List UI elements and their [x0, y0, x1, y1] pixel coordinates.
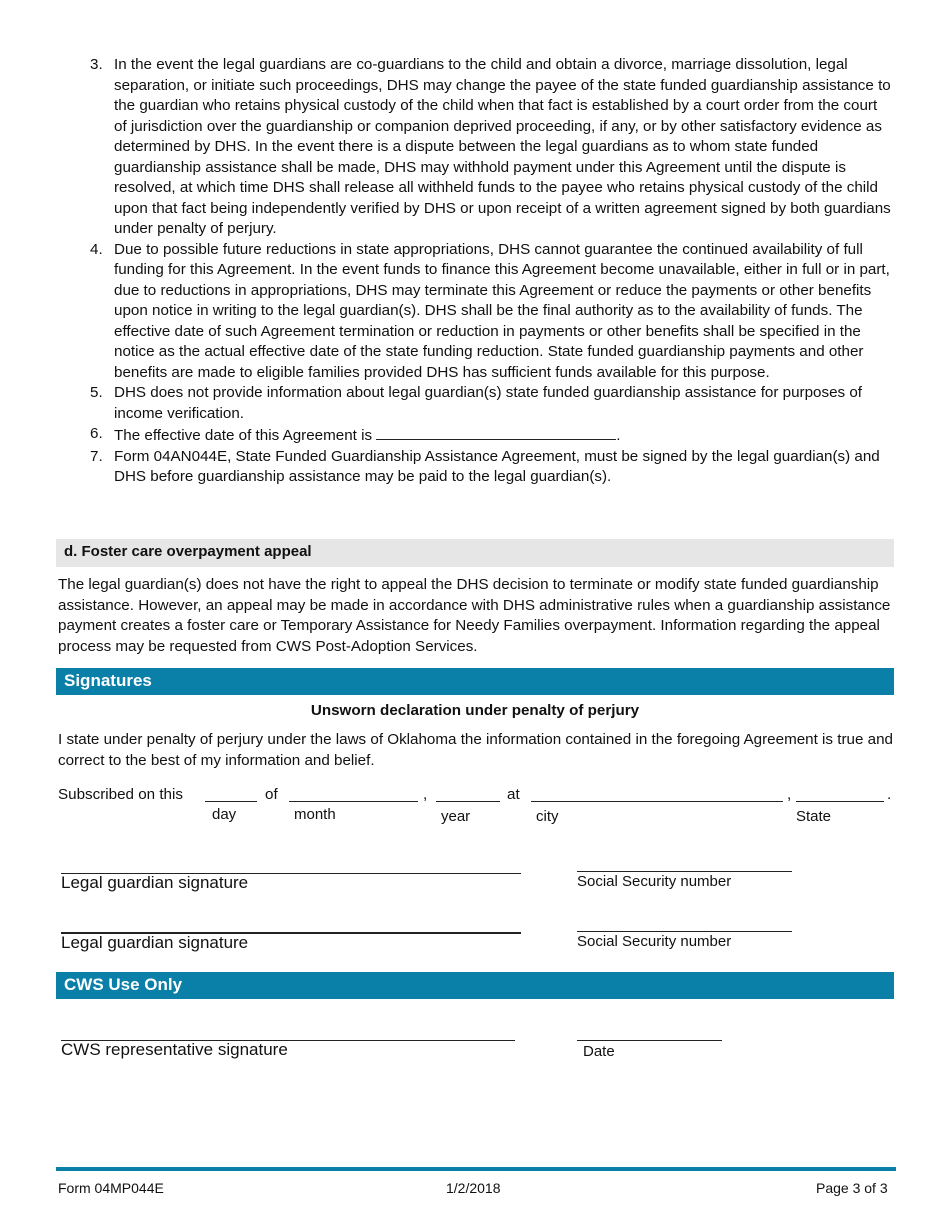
period: .	[887, 786, 892, 803]
city-label: city	[536, 808, 559, 825]
guardian-signature-label-2: Legal guardian signature	[61, 933, 249, 952]
comma: ,	[423, 786, 428, 803]
section-d-title: d. Foster care overpayment appeal	[64, 543, 312, 560]
ssn-label-1: Social Security number	[577, 873, 732, 890]
footer-divider	[56, 1167, 896, 1171]
section-d-header	[56, 539, 894, 567]
footer-form-number: Form 04MP044E	[58, 1180, 164, 1196]
cws-use-only-header: CWS Use Only	[56, 972, 894, 999]
footer-date: 1/2/2018	[446, 1180, 501, 1196]
year-field[interactable]	[436, 801, 500, 802]
month-field[interactable]	[289, 801, 418, 802]
city-field[interactable]	[531, 801, 783, 802]
ssn-label-2: Social Security number	[577, 933, 732, 950]
state-field[interactable]	[796, 801, 884, 802]
footer-page-number: Page 3 of 3	[816, 1180, 888, 1196]
comma: ,	[787, 786, 792, 803]
of-label: of	[265, 786, 278, 803]
cws-rep-signature-label: CWS representative signature	[61, 1040, 288, 1059]
state-label: State	[796, 808, 832, 825]
declaration-text: I state under penalty of perjury under the laws of Oklahoma the information contained in the foregoing Agreement is true and correct to the best of my information and belief.	[58, 731, 893, 769]
year-label: year	[441, 808, 471, 825]
signatures-header: Signatures	[56, 668, 894, 695]
subscribed-label: Subscribed on this	[58, 786, 183, 803]
section-d-body: The legal guardian(s) does not have the right to appeal the DHS decision to terminate or modify state funded guardianship assistance. However, an appeal may be made in accordance with DHS administrative rules when a guardianship assistance payment creates a foster care or Temporary Assistance for Needy Families overpayment. Information regarding the appeal process may be requested from CWS Post-Adoption Services.	[58, 576, 891, 655]
list-item: 6. The effective date of this Agreement is .	[90, 425, 621, 444]
list-item: 5. DHS does not provide information about legal guardian(s) state funded guardianship assistance for purposes of income verification.	[90, 384, 863, 422]
cws-date-field[interactable]	[577, 1040, 722, 1041]
day-label: day	[212, 806, 237, 823]
guardian-signature-label-1: Legal guardian signature	[61, 873, 249, 892]
list-item: 4. Due to possible future reductions in state appropriations, DHS cannot guarantee the continued availability of full funding for this Agreement. In the event funds to finance this Agreement become unavailable, either in full or in part, due to reductions in appropriations, DHS may terminate this Agreement or reduce the payments or other benefits upon notice in writing to the legal guardian(s). DHS shall be the final authority as to the availability of funds. The effective date of such Agreement termination or reduction in payments or other benefits shall be specified in the notice as the actual effective date of the state funding reduction. State funded guardianship payments and other benefits are made to eligible families provided DHS has sufficient funds available for this purpose.	[90, 240, 890, 381]
effective-date-field[interactable]	[376, 424, 616, 440]
cws-date-label: Date	[583, 1043, 615, 1060]
at-label: at	[507, 786, 520, 803]
declaration-title: Unsworn declaration under penalty of perjury	[310, 702, 640, 719]
agreement-items-list	[58, 55, 894, 488]
day-field[interactable]	[205, 801, 257, 802]
ssn-field-1[interactable]	[577, 871, 792, 872]
month-label: month	[294, 806, 336, 823]
list-item: 7. Form 04AN044E, State Funded Guardianship Assistance Agreement, must be signed by the legal guardian(s) and DHS before guardianship assistance may be paid to the legal guardian(s).	[90, 447, 880, 485]
ssn-field-2[interactable]	[577, 931, 792, 932]
list-item: 3. In the event the legal guardians are co-guardians to the child and obtain a divorce, marriage dissolution, legal separation, or initiate such proceedings, DHS may change the payee of the state funded guardianship assistance to the guardian who retains physical custody of the child when that fact is established by a court order from the court of jurisdiction over the guardianship or companion deprived proceeding, if any, or by other satisfactory evidence as determined by DHS. In the event there is a dispute between the legal guardians as to whom state funded guardianship assistance shall be made, DHS may withhold payment under this Agreement until the dispute is resolved, at which time DHS shall release all withheld funds to the payee who retains physical custody of the child upon that fact being independently verified by DHS or upon receipt of a written agreement signed by both guardians under penalty of perjury.	[90, 56, 891, 237]
